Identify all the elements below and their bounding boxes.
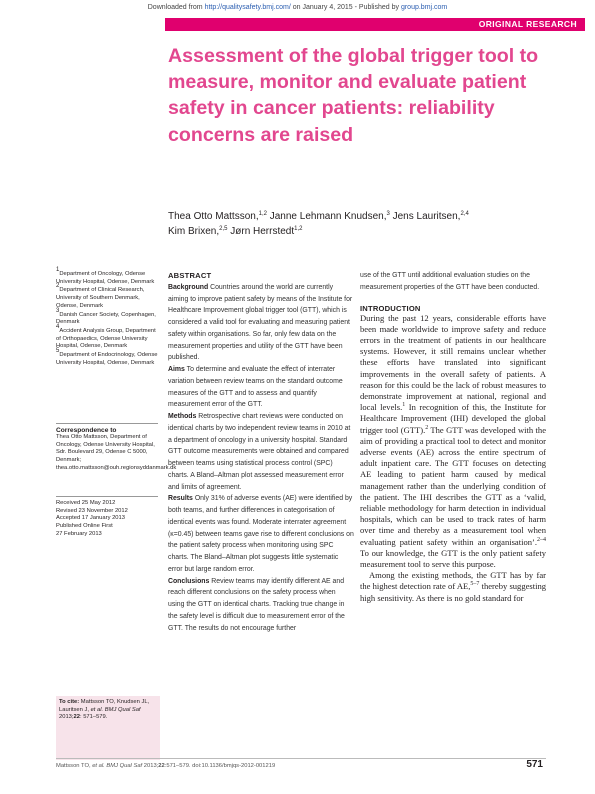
abstract-continuation: use of the GTT until additional evaluation studies on the measurement properties of the GTT have been conducted.	[360, 272, 540, 291]
site-link[interactable]: http://qualitysafety.bmj.com/	[204, 4, 291, 11]
author-affiliation-sup: 1,2	[258, 211, 267, 217]
footer-divider	[56, 758, 546, 759]
section-label-bar	[165, 18, 585, 31]
abstract-background: Background Countries around the world are currently aiming to improve patient safety by means of the Institute for Healthcare Improvement global trigger tool (GTT), which is considered a valid tool for evaluating and measuring patient safety within organisations. So far, only few data on the measurement properties and utility of the GTT have been published.	[168, 283, 353, 362]
banner-middle: on January 4, 2015 - Published by	[290, 4, 401, 11]
date-accepted: Accepted 17 January 2013	[56, 515, 125, 522]
introduction-body	[360, 313, 546, 604]
abstract-heading: ABSTRACT	[168, 271, 212, 280]
page-number: 571	[526, 759, 543, 770]
abstract-methods: Methods Retrospective chart reviews were conducted on identical charts by two independent review teams in 2010 at a department of oncology in a university hospital. Standard GTT outcome measurements were obtained and compared between teams using statistical process control (SPC) charts. A Bland–Altman plot assessed measurement error and limits of agreement.	[168, 413, 351, 491]
author-name: Janne Lehmann Knudsen,	[269, 211, 387, 222]
article-dates	[56, 496, 158, 539]
author-affiliation-sup: 2,4	[460, 211, 469, 217]
author-affiliation-sup: 2,5	[219, 226, 228, 232]
introduction-paragraph: During the past 12 years, considerable efforts have been made worldwide to improve safety and reduce errors in the treatment of patients in our healthcare systems. However, it still remains unclear whether these efforts have translated into significant improvements in the overall safety of patients. A reason for this could be the lack of robust measures to demonstrate improvement at national, regional and local levels.$^1$ In recognition of this, the Institute for Healthcare Improvement (IHI) developed the global trigger tool (GTT).$^2$ The GTT was developed with the aim of providing a practical tool to detect and monitor adverse events (AE) across the entire spectrum of adult inpatient care. The GTT focuses on detecting AE leading to patient harm caused by medical management rather than the underlying condition of the patient. The IHI describes the GTT as a ‘valid, reliable methodology for harm detection in individual hospitals, which can be used to track rates of harm over time and thereby as a measurement tool when evaluating patient safety within an organisation’.$^{2-4}$ To our knowledge, the GTT is the only patient safety measurement tool to serve this purpose.	[360, 312, 546, 569]
abstract-results: Results Only 31% of adverse events (AE) were identified by both teams, and further differences in categorisation of identical events was found. Moderate interrater agreement (κ=0.45) between teams gave rise to different conclusions on the patient safety process when monitoring using SPC charts. The Bland–Altman plot suggests little systematic error but large random error.	[168, 495, 354, 573]
author-list	[168, 209, 548, 239]
date-published: 27 February 2013	[56, 530, 102, 537]
right-column	[360, 270, 546, 604]
abstract-aims: Aims To determine and evaluate the effect of interrater variation between review teams on the standard outcome measures of the GTT and to assess and quantify measurement error of the GTT.	[168, 366, 343, 409]
footer-citation: Mattsson TO, et al. BMJ Qual Saf 2013;22:571–579. doi:10.1136/bmjqs-2012-001219	[56, 763, 276, 769]
affiliation-item: 3Danish Cancer Society, Copenhagen, Denmark	[56, 307, 156, 326]
affiliation-item: 1Department of Oncology, Odense University Hospital, Odense, Denmark	[56, 267, 155, 285]
affiliation-item: 2Department of Clinical Research, University of Southern Denmark, Odense, Denmark	[56, 283, 145, 309]
abstract	[168, 270, 354, 634]
banner-prefix: Downloaded from	[147, 4, 205, 11]
affiliation-item: 5Department of Endocrinology, Odense University Hospital, Odense, Denmark	[56, 348, 158, 366]
introduction-heading: INTRODUCTION	[360, 303, 421, 313]
date-revised: Revised 23 November 2012	[56, 507, 128, 514]
article-title: Assessment of the global trigger tool to measure, monitor and evaluate patient safety in cancer patients: reliability concerns are raised	[168, 45, 539, 146]
author-name: Jens Lauritsen,	[392, 211, 461, 222]
correspondence-heading: Correspondence to	[56, 423, 158, 434]
author-name: Jørn Herrstedt	[230, 226, 295, 237]
author-affiliation-sup: 1,2	[294, 226, 303, 232]
publisher-link[interactable]: group.bmj.com	[400, 4, 448, 11]
affiliation-item: 4Accident Analysis Group, Department of Orthopaedics, Odense University Hospital, Odense, Denmark	[56, 323, 156, 350]
author-name: Thea Otto Mattsson,	[168, 211, 259, 222]
author-affiliation-sup: 3	[386, 211, 390, 217]
section-label: ORIGINAL RESEARCH	[478, 19, 577, 29]
affiliations	[56, 267, 158, 367]
cite-label: To cite:	[59, 699, 80, 705]
download-banner	[0, 4, 595, 11]
date-published-label: Published Online First	[56, 523, 113, 530]
introduction-paragraph: Among the existing methods, the GTT has by far the highest detection rate of AE,$^{5-7}$ thereby suggesting high sensitivity. As there is no gold standard for	[360, 570, 547, 603]
author-name: Kim Brixen,	[168, 226, 220, 237]
correspondence-text: Thea Otto Mattsson, Department of Oncology, Odense University Hospital, Sdr. Boulevard 29, Odense C 5000, Denmark; thea.otto.mattsson@ouh.regionsyddanmark.dk	[56, 434, 177, 471]
cite-box: To cite: Mattsson TO, Knudsen JL, Lauritsen J, et al. BMJ Qual Saf 2013;22: 571–579.	[56, 696, 160, 760]
date-received: Received 25 May 2012	[56, 500, 116, 506]
abstract-conclusions: Conclusions Review teams may identify different AE and reach different conclusions on the safety process when using the GTT on identical charts. Tracking true change in the safety level is difficult due to measurement error of the GTT. The results do not encourage further	[168, 577, 345, 632]
